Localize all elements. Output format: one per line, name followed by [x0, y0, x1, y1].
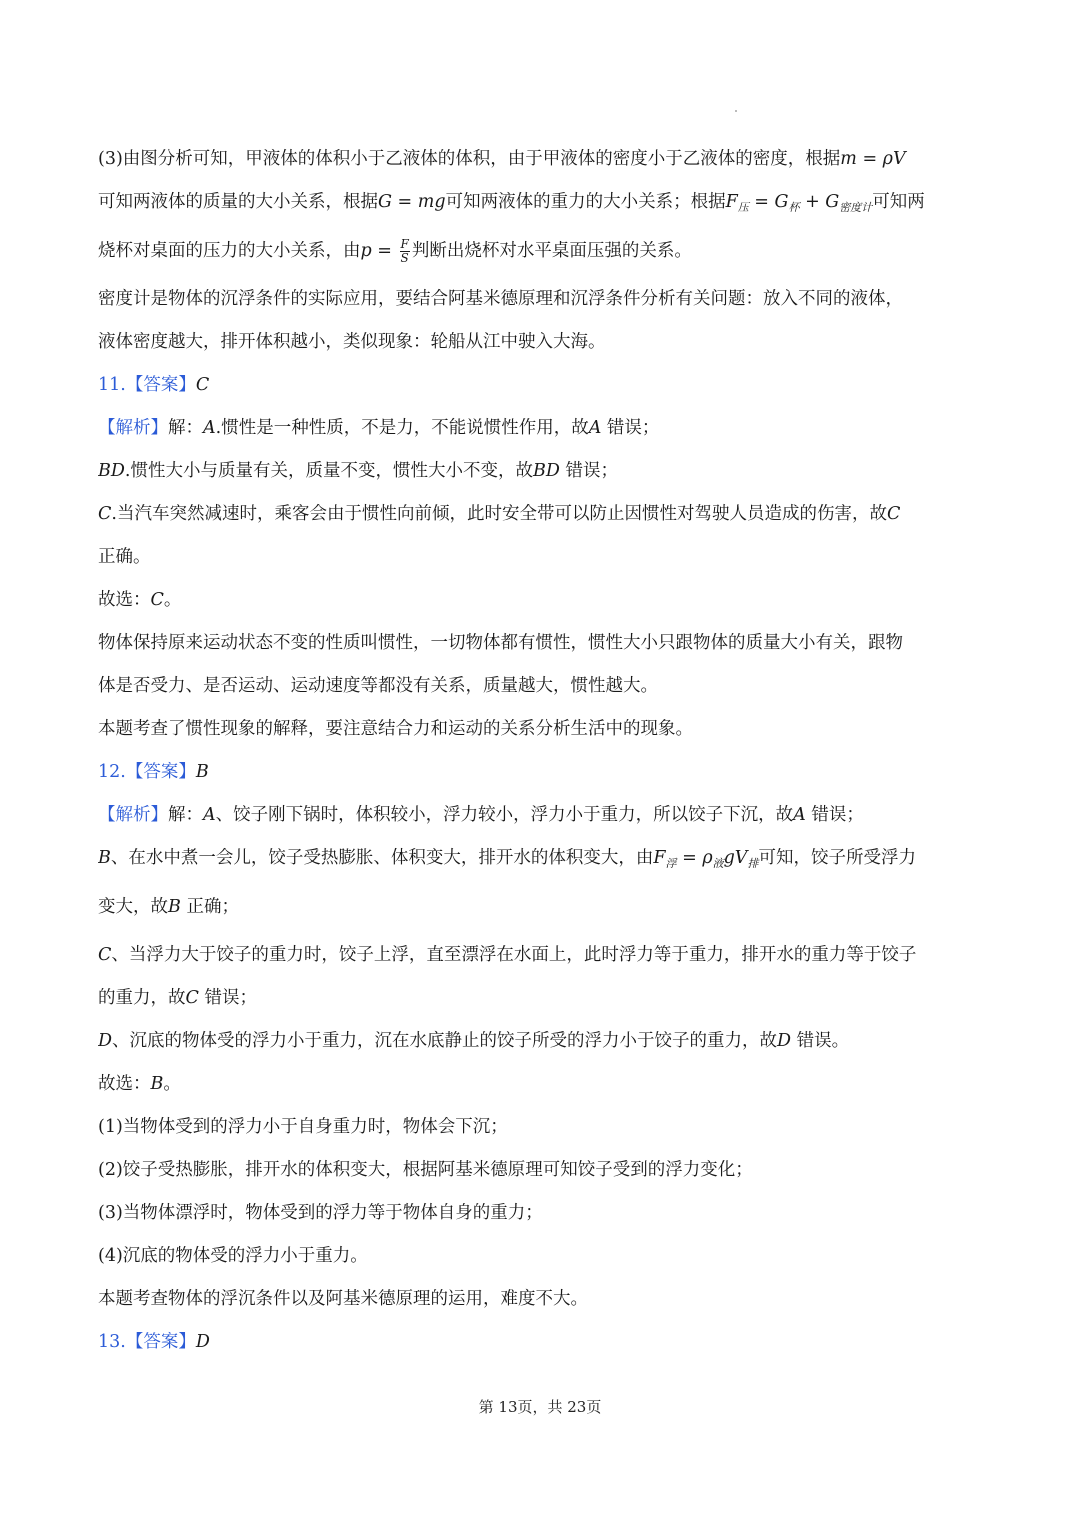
subscript: 液	[712, 857, 724, 870]
formula-p: p =	[360, 241, 398, 261]
answer-label: 13.【答案】	[98, 1332, 196, 1352]
text-line: (4)沉底的物体受的浮力小于重力。	[98, 1246, 368, 1266]
formula-f: F	[725, 192, 738, 212]
text: 故选：	[98, 1074, 151, 1094]
text: 、沉底的物体受的浮力小于重力，沉在水底静止的饺子所受的浮力小于饺子的重力，故	[112, 1031, 778, 1051]
text: 可知两	[872, 192, 925, 212]
text-line	[98, 224, 986, 278]
text: 故选：	[98, 590, 151, 610]
formula-f: F	[653, 848, 666, 868]
text: (3)由图分析可知，甲液体的体积小于乙液体的体积，由于甲液体的密度小于乙液体的密度，根据	[98, 149, 841, 169]
text: 烧杯对桌面的压力的大小关系，由	[98, 241, 361, 261]
answer-value: C	[195, 375, 210, 395]
option-letter: B	[168, 897, 181, 917]
option-letter: A	[203, 805, 216, 825]
text: .惯性是一种性质，不是力，不能说惯性作用，故	[215, 418, 589, 438]
option-letter: D	[777, 1031, 792, 1051]
option-letter: C	[98, 945, 112, 965]
text-line	[98, 493, 986, 536]
text: 、在水中煮一会儿，饺子受热膨胀、体积变大，排开水的体积变大，由	[110, 848, 654, 868]
text-line: 物体保持原来运动状态不变的性质叫惯性，一切物体都有惯性，惯性大小只跟物体的质量大小有关，跟物	[98, 633, 903, 653]
scan-dot	[735, 110, 737, 112]
text: 、饺子刚下锅时，体积较小，浮力较小，浮力小于重力，所以饺子下沉，故	[215, 805, 794, 825]
text: 。	[163, 590, 182, 610]
option-letter: D	[98, 1031, 113, 1051]
text-line: 本题考查了惯性现象的解释，要注意结合力和运动的关系分析生活中的现象。	[98, 719, 693, 739]
subscript: 排	[747, 857, 759, 870]
text-line	[98, 794, 986, 837]
text-line: 密度计是物体的沉浮条件的实际应用，要结合阿基米德原理和沉浮条件分析有关问题：放入不同的液体，	[98, 289, 903, 309]
option-letter: A	[588, 418, 602, 438]
text-line	[98, 934, 986, 977]
formula-part: + G	[799, 192, 840, 212]
text-line: (3)当物体漂浮时，物体受到的浮力等于物体自身的重力；	[98, 1203, 543, 1223]
text-line	[98, 977, 986, 1020]
text: 的重力，故	[98, 988, 186, 1008]
option-letter: A	[793, 805, 806, 825]
option-letter: BD	[532, 461, 560, 481]
option-letter: B	[150, 1074, 164, 1094]
text-line	[98, 450, 986, 493]
answer-label: 12.【答案】	[98, 762, 196, 782]
formula-part: = ρ	[676, 848, 713, 868]
option-letter: C	[98, 504, 112, 524]
fraction	[400, 238, 410, 265]
text: 可知两液体的重力的大小关系；根据	[445, 192, 726, 212]
option-letter: B	[98, 848, 111, 868]
text: 可知两液体的质量的大小关系，根据	[98, 192, 378, 212]
numerator: F	[400, 237, 409, 251]
text: 错误；	[198, 988, 257, 1008]
text: 错误；	[559, 461, 618, 481]
answer-value: D	[195, 1332, 210, 1352]
text: .惯性大小与质量有关，质量不变，惯性大小不变，故	[124, 461, 533, 481]
formula-g-mg: G = mg	[378, 192, 446, 212]
text: 解：	[168, 418, 203, 438]
text-line: (1)当物体受到的浮力小于自身重力时，物体会下沉；	[98, 1117, 508, 1137]
text: 。	[163, 1074, 181, 1094]
analysis-tag: 【解析】	[98, 418, 168, 438]
page-footer: 第 13页，共 23页	[478, 1398, 602, 1416]
text: .当汽车突然减速时，乘客会由于惯性向前倾，此时安全带可以防止因惯性对驾驶人员造成的伤害，故	[111, 504, 887, 524]
answer-heading-12	[98, 751, 986, 794]
formula-part: = G	[748, 192, 789, 212]
text: 错误。	[791, 1031, 850, 1051]
analysis-tag: 【解析】	[98, 805, 168, 825]
formula-m-rho-v: m = ρV	[840, 149, 906, 169]
text-line	[98, 138, 986, 181]
text: 错误；	[805, 805, 864, 825]
answer-heading-13	[98, 1321, 986, 1364]
text: 变大，故	[98, 897, 168, 917]
page-content	[98, 138, 986, 1364]
subscript: 压	[737, 201, 749, 214]
text-line	[98, 579, 986, 622]
subscript: 浮	[665, 857, 677, 870]
text: 判断出烧杯对水平桌面压强的关系。	[411, 241, 692, 261]
text: 正确；	[180, 897, 239, 917]
text-line	[98, 407, 986, 450]
text-line	[98, 1063, 986, 1106]
text-line: 液体密度越大，排开体积越小，类似现象：轮船从江中驶入大海。	[98, 332, 606, 352]
option-letter: C	[150, 590, 164, 610]
text: 错误；	[601, 418, 660, 438]
text-line: (2)饺子受热膨胀，排开水的体积变大，根据阿基米德原理可知饺子受到的浮力变化；	[98, 1160, 753, 1180]
text-line	[98, 1020, 986, 1063]
option-letter: A	[203, 418, 216, 438]
option-letter: BD	[98, 461, 125, 481]
text: 、当浮力大于饺子的重力时，饺子上浮，直至漂浮在水面上，此时浮力等于重力，排开水的重力等于饺子	[111, 945, 917, 965]
text: 解：	[168, 805, 203, 825]
formula-part: gV	[723, 848, 748, 868]
text: 可知，饺子所受浮力	[758, 848, 916, 868]
answer-heading-11	[98, 364, 986, 407]
subscript: 杯	[788, 201, 800, 214]
text-line: 体是否受力、是否运动、运动速度等都没有关系，质量越大，惯性越大。	[98, 676, 658, 696]
text-line: 正确。	[98, 547, 151, 567]
denominator: S	[400, 251, 409, 265]
text-line	[98, 837, 986, 880]
subscript: 密度计	[839, 201, 873, 214]
option-letter: C	[185, 988, 199, 1008]
text-line: 本题考查物体的浮沉条件以及阿基米德原理的运用，难度不大。	[98, 1289, 588, 1309]
answer-value: B	[195, 762, 209, 782]
text-line	[98, 880, 986, 934]
text-line	[98, 181, 986, 224]
answer-label: 11.【答案】	[98, 375, 196, 395]
option-letter: C	[886, 504, 901, 524]
